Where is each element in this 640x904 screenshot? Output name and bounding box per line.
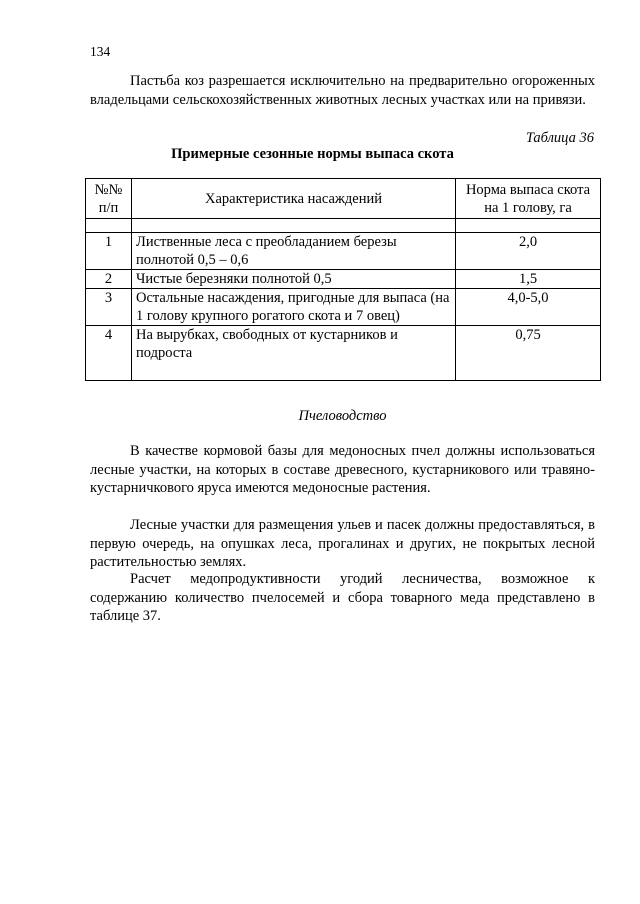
row-norm: 0,75 — [456, 326, 601, 381]
table-row — [86, 270, 601, 289]
row-num: 4 — [86, 326, 132, 381]
intro-paragraph: Пастьба коз разрешается исключительно на предварительно огороженных владельцами сельскохозяйственных животных лесных участках или на привязи. — [90, 73, 595, 108]
body-paragraph: В качестве кормовой базы для медоносных пчел должны использоваться лесные участки, на которых в составе древесного, кустарникового или травяно-кустарничкового яруса имеются медоносные растения. — [90, 443, 595, 497]
row-norm: 4,0-5,0 — [456, 289, 601, 326]
row-characteristic: Остальные насаждения, пригодные для выпаса (на 1 голову крупного рогатого скота и 7 овец) — [132, 289, 456, 326]
row-num: 1 — [86, 233, 132, 270]
table-spacer-row — [86, 219, 601, 233]
table-label: Таблица 36 — [525, 130, 594, 146]
body-paragraph: Лесные участки для размещения ульев и пасек должны предоставляться, в первую очередь, на опушках леса, прогалинах и других, не покрытых лесной растительностью землях. — [90, 517, 595, 571]
section-title: Пчеловодство — [298, 408, 387, 424]
row-norm: 2,0 — [456, 233, 601, 270]
table-header-row — [86, 179, 601, 219]
table-row — [86, 326, 601, 381]
row-num: 3 — [86, 289, 132, 326]
grazing-norms-table — [85, 178, 601, 381]
header-norm: Норма выпаса скота на 1 голову, га — [456, 179, 601, 219]
header-num: №№ п/п — [86, 179, 132, 219]
row-characteristic: Лиственные леса с преобладанием березы полнотой 0,5 – 0,6 — [132, 233, 456, 270]
row-characteristic: На вырубках, свободных от кустарников и подроста — [132, 326, 456, 381]
row-characteristic: Чистые березняки полнотой 0,5 — [132, 270, 456, 289]
table-title: Примерные сезонные нормы выпаса скота — [171, 146, 454, 162]
header-characteristic: Характеристика насаждений — [132, 179, 456, 219]
table-row — [86, 233, 601, 270]
row-norm: 1,5 — [456, 270, 601, 289]
page-number: 134 — [90, 44, 111, 59]
body-paragraph: Расчет медопродуктивности угодий лесничества, возможное к содержанию количество пчелосемей и сбора товарного меда представлено в таблице 37. — [90, 571, 595, 625]
table-row — [86, 289, 601, 326]
row-num: 2 — [86, 270, 132, 289]
